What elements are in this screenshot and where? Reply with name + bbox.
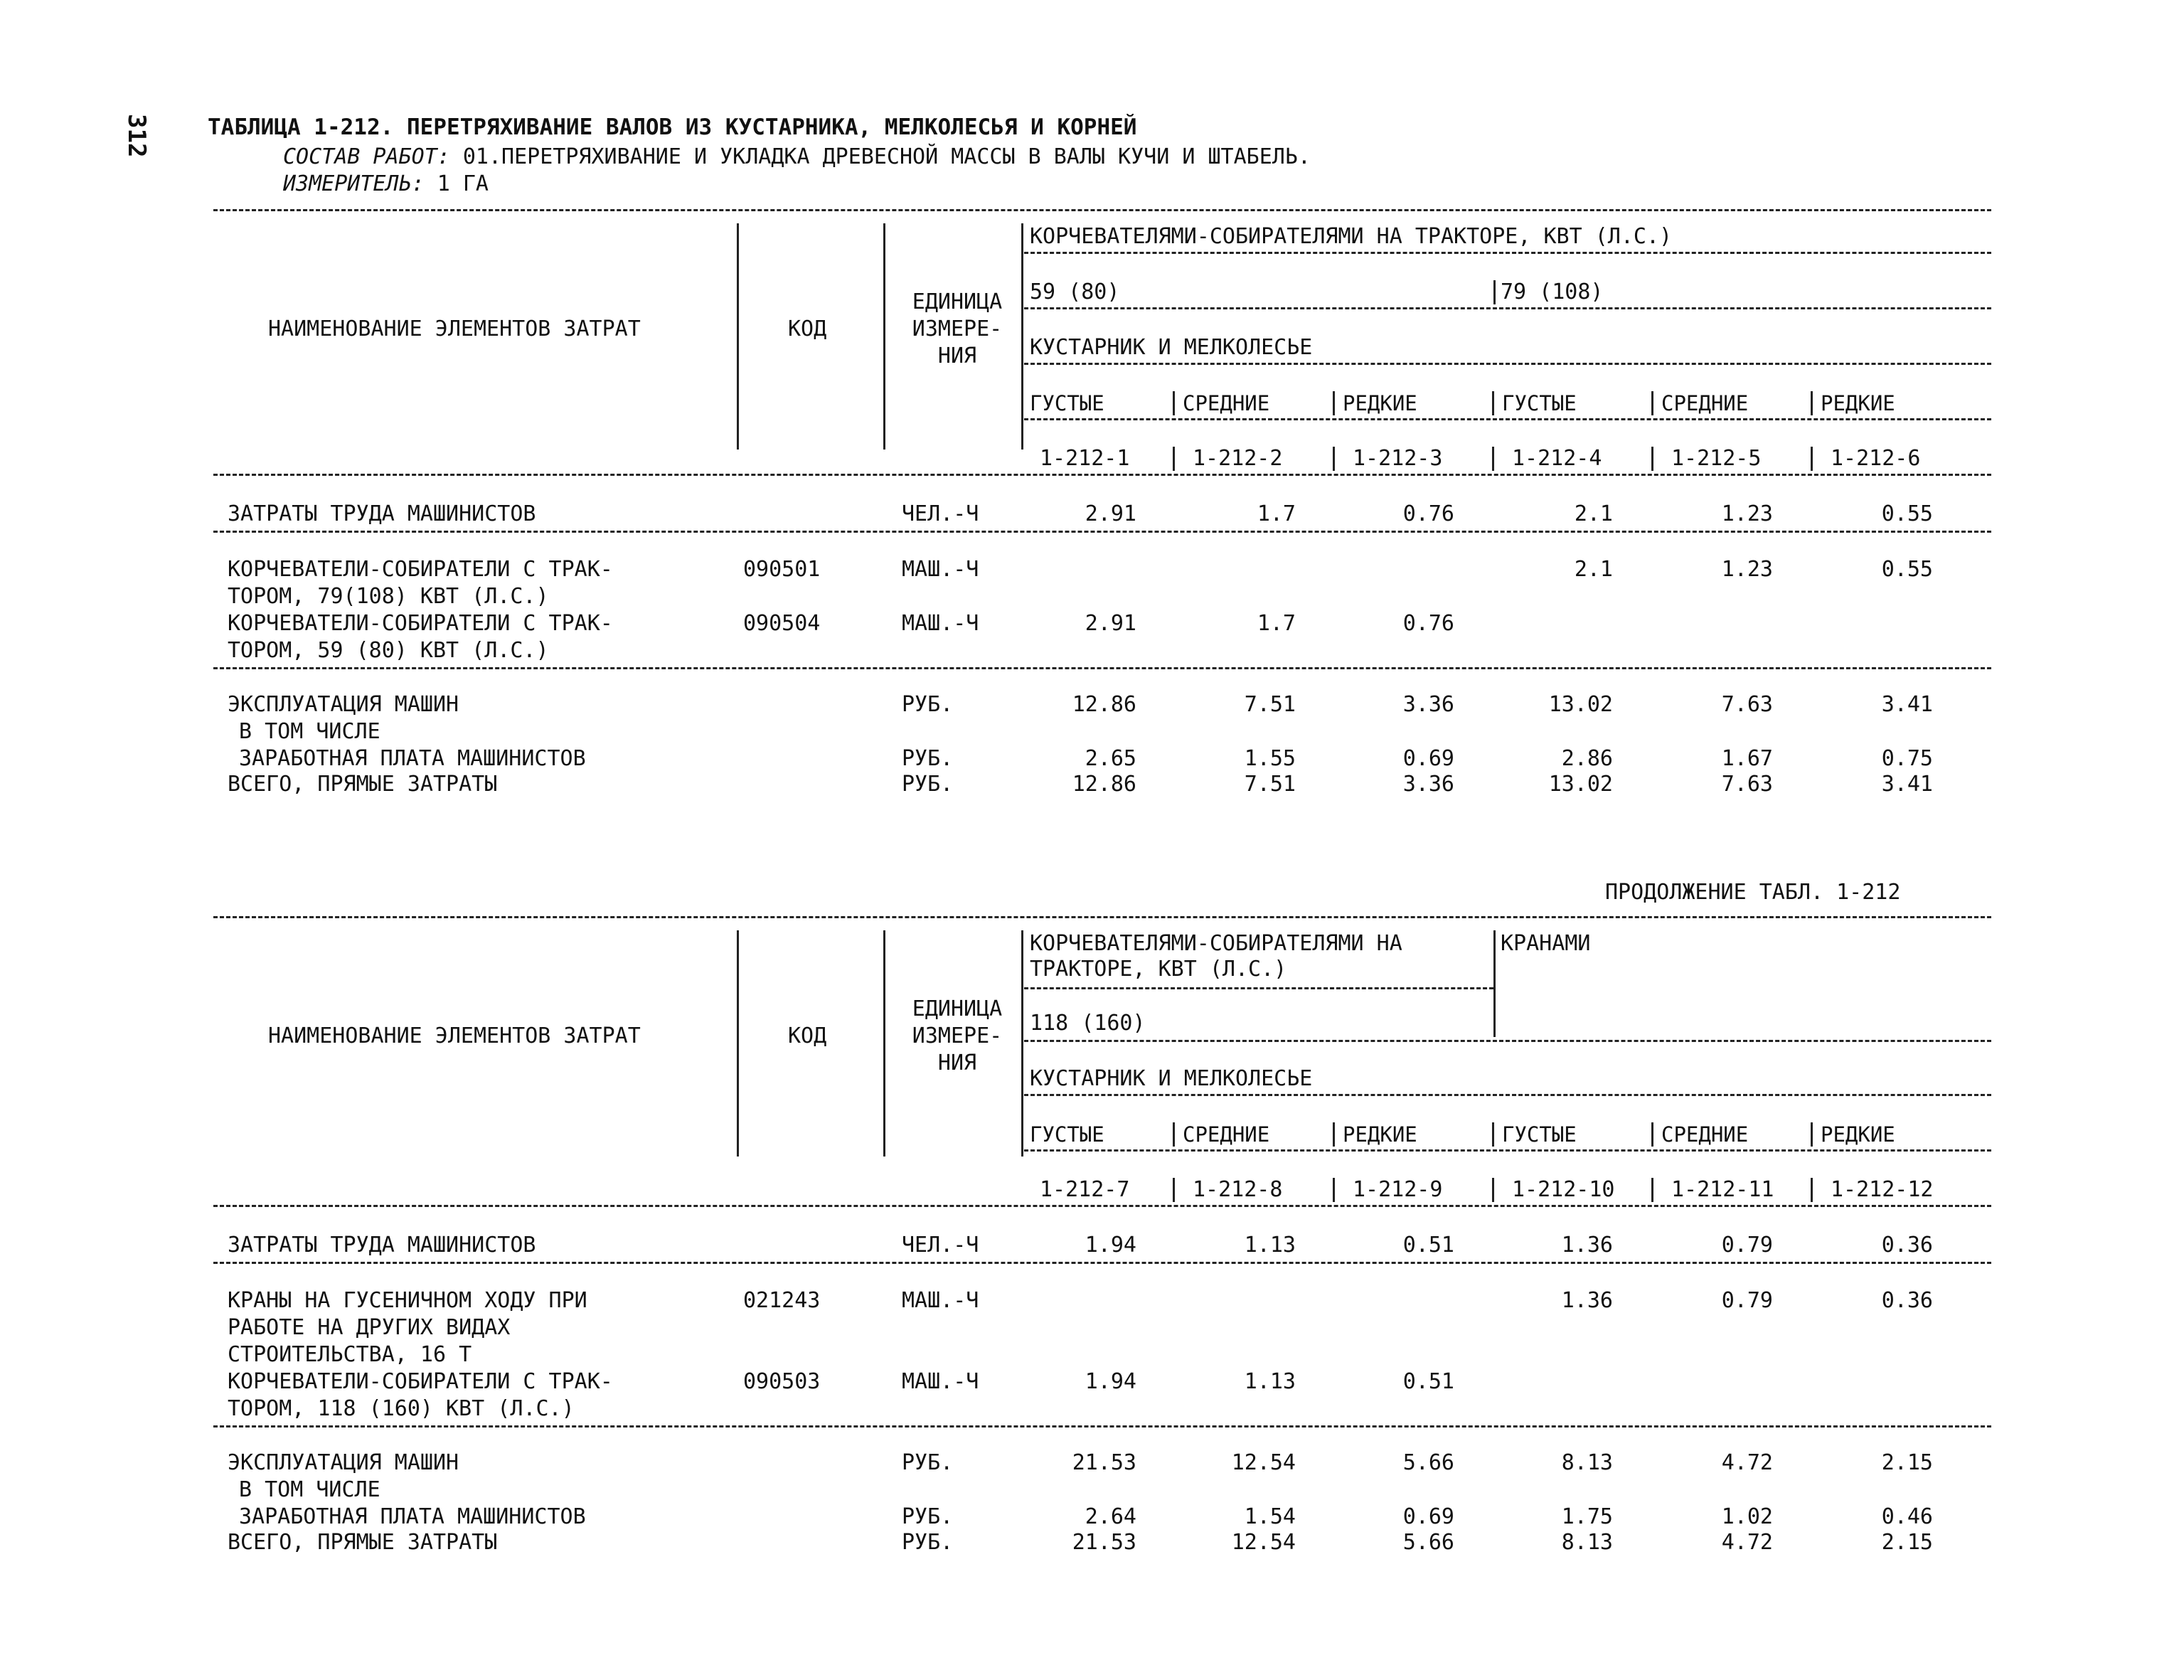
value-cell: 2.91 [1085,501,1136,526]
value-cell: 8.13 [1561,1530,1613,1555]
value-cell: 0.36 [1881,1233,1933,1258]
column-code: 1-212-12 [1831,1177,1934,1202]
row-unit: РУБ. [902,1450,954,1475]
density-header: ГУСТЫЕ [1502,1122,1577,1147]
value-cell: 0.46 [1881,1504,1933,1529]
column-code: 1-212-2 [1193,446,1283,471]
value-cell: 2.1 [1574,557,1613,582]
value-cell: 1.36 [1561,1288,1613,1313]
row-label: ТОРОМ, 118 (160) КВТ (Л.С.) [228,1396,575,1421]
value-cell: 3.36 [1402,692,1454,717]
row-code: 090501 [743,557,821,582]
value-cell: 12.54 [1231,1450,1296,1475]
table-title: ТАБЛИЦА 1-212. ПЕРЕТРЯХИВАНИЕ ВАЛОВ ИЗ КУСТАРНИКА, МЕЛКОЛЕСЬЯ И КОРНЕЙ [208,115,1137,140]
row-label: КРАНЫ НА ГУСЕНИЧНОМ ХОДУ ПРИ [228,1288,587,1313]
column-separator [1811,391,1813,415]
value-cell: 12.86 [1072,772,1136,797]
value-cell: 7.51 [1244,772,1296,797]
row-label: СТРОИТЕЛЬСТВА, 16 Т [228,1342,472,1367]
row-unit: РУБ. [902,1530,954,1555]
value-cell: 5.66 [1402,1530,1454,1555]
density-header: ГУСТЫЕ [1030,1122,1104,1147]
row-label: В ТОМ ЧИСЛЕ [239,719,380,744]
density-header: РЕДКИЕ [1343,391,1417,415]
header-code: КОД [788,317,827,341]
header-name: НАИМЕНОВАНИЕ ЭЛЕМЕНТОВ ЗАТРАТ [268,1024,641,1048]
measure-text: 1 ГА [424,171,489,196]
value-cell: 7.63 [1721,772,1773,797]
column-separator [1651,447,1653,471]
value-cell: 12.86 [1072,692,1136,717]
header-unit: ЕДИНИЦА [912,996,1003,1021]
header-code: КОД [788,1024,827,1048]
density-header: РЕДКИЕ [1821,391,1895,415]
density-header: СРЕДНИЕ [1183,1122,1270,1147]
row-unit: ЧЕЛ.-Ч [902,1233,979,1258]
shrub-header: КУСТАРНИК И МЕЛКОЛЕСЬЕ [1030,335,1313,360]
value-cell: 1.13 [1244,1233,1296,1258]
density-header: РЕДКИЕ [1343,1122,1417,1147]
column-separator [1493,280,1496,304]
value-cell: 2.65 [1085,746,1136,771]
value-cell: 7.51 [1244,692,1296,717]
value-cell: 0.76 [1402,611,1454,636]
column-separator [883,930,885,1157]
row-divider [213,531,1991,533]
column-code: 1-212-8 [1193,1177,1283,1202]
column-separator [1492,1122,1494,1147]
column-separator [1651,391,1653,415]
value-cell: 13.02 [1548,772,1613,797]
composition-line [283,144,1311,171]
value-cell: 0.69 [1402,1504,1454,1529]
column-separator [1333,447,1335,471]
density-header: ГУСТЫЕ [1030,391,1104,415]
header-name: НАИМЕНОВАНИЕ ЭЛЕМЕНТОВ ЗАТРАТ [268,317,641,341]
row-label: В ТОМ ЧИСЛЕ [239,1477,380,1502]
header-divider [1024,418,1991,420]
composition-label: СОСТАВ РАБОТ: [283,144,450,169]
header-bottom-line [213,474,1991,476]
row-label: РАБОТЕ НА ДРУГИХ ВИДАХ [228,1315,511,1340]
column-separator [737,930,739,1157]
header-divider [1024,252,1991,254]
row-unit: РУБ. [902,1504,954,1529]
value-cell: 4.72 [1721,1530,1773,1555]
header-divider [1024,1094,1991,1096]
column-code: 1-212-10 [1512,1177,1615,1202]
group-header: ТРАКТОРЕ, КВТ (Л.С.) [1030,957,1287,982]
row-unit: МАШ.-Ч [902,1369,979,1394]
header-bottom-line [213,1205,1991,1207]
column-code: 1-212-9 [1353,1177,1443,1202]
header-unit: ИЗМЕРЕ- [912,317,1003,341]
column-separator [1651,1178,1653,1202]
column-separator [737,223,739,450]
value-cell: 1.13 [1244,1369,1296,1394]
shrub-header: КУСТАРНИК И МЕЛКОЛЕСЬЕ [1030,1066,1313,1091]
value-cell: 8.13 [1561,1450,1613,1475]
value-cell: 2.86 [1561,746,1613,771]
value-cell: 1.55 [1244,746,1296,771]
density-header: СРЕДНИЕ [1661,391,1749,415]
value-cell: 21.53 [1072,1530,1136,1555]
value-cell: 2.15 [1881,1530,1933,1555]
value-cell: 2.64 [1085,1504,1136,1529]
value-cell: 7.63 [1721,692,1773,717]
continuation-note: ПРОДОЛЖЕНИЕ ТАБЛ. 1-212 [1605,880,1901,905]
row-unit: РУБ. [902,746,954,771]
column-separator [1173,1178,1175,1202]
column-separator [1811,1122,1813,1147]
row-label: ВСЕГО, ПРЯМЫЕ ЗАТРАТЫ [228,772,498,797]
column-code: 1-212-11 [1671,1177,1774,1202]
header-divider [1024,987,1493,989]
value-cell: 1.94 [1085,1233,1136,1258]
value-cell: 12.54 [1231,1530,1296,1555]
group-header: КОРЧЕВАТЕЛЯМИ-СОБИРАТЕЛЯМИ НА [1030,931,1402,956]
row-unit: ЧЕЛ.-Ч [902,501,979,526]
row-unit: МАШ.-Ч [902,557,979,582]
power-header: 79 (108) [1501,280,1604,304]
row-divider [213,1262,1991,1264]
column-code: 1-212-1 [1040,446,1130,471]
power-header: 118 (160) [1030,1011,1146,1036]
value-cell: 5.66 [1402,1450,1454,1475]
value-cell: 1.23 [1721,501,1773,526]
row-label: КОРЧЕВАТЕЛИ-СОБИРАТЕЛИ С ТРАК- [228,1369,613,1394]
value-cell: 13.02 [1548,692,1613,717]
cranes-header: КРАНАМИ [1501,931,1591,956]
column-separator [1811,447,1813,471]
row-label: ТОРОМ, 59 (80) КВТ (Л.С.) [228,638,549,663]
header-divider [1024,1149,1991,1152]
row-divider [213,1425,1991,1428]
row-label: КОРЧЕВАТЕЛИ-СОБИРАТЕЛИ С ТРАК- [228,611,613,636]
column-code: 1-212-5 [1671,446,1762,471]
measure-line [283,171,489,198]
row-unit: МАШ.-Ч [902,611,979,636]
row-label: ЗАТРАТЫ ТРУДА МАШИНИСТОВ [228,501,536,526]
value-cell: 1.54 [1244,1504,1296,1529]
column-separator [1651,1122,1653,1147]
row-label: ЗАРАБОТНАЯ ПЛАТА МАШИНИСТОВ [239,746,586,771]
header-divider [1024,363,1991,365]
value-cell: 1.02 [1721,1504,1773,1529]
value-cell: 1.7 [1257,501,1296,526]
value-cell: 1.23 [1721,557,1773,582]
power-header: 59 (80) [1030,280,1120,304]
column-separator [1492,447,1494,471]
column-separator [1811,1178,1813,1202]
value-cell: 3.41 [1881,692,1933,717]
composition-text: 01.ПЕРЕТРЯХИВАНИЕ И УКЛАДКА ДРЕВЕСНОЙ МАССЫ В ВАЛЫ КУЧИ И ШТАБЕЛЬ. [449,144,1311,169]
row-unit: МАШ.-Ч [902,1288,979,1313]
measure-label: ИЗМЕРИТЕЛЬ: [283,171,425,196]
header-unit: ИЗМЕРЕ- [912,1024,1003,1048]
page-number: 312 [122,114,151,158]
header-unit: ЕДИНИЦА [912,289,1003,314]
value-cell: 0.79 [1721,1233,1773,1258]
row-code: 090504 [743,611,821,636]
column-code: 1-212-7 [1040,1177,1130,1202]
value-cell: 0.36 [1881,1288,1933,1313]
header-unit: НИЯ [937,1051,977,1075]
row-label: КОРЧЕВАТЕЛИ-СОБИРАТЕЛИ С ТРАК- [228,557,613,582]
column-separator [1333,1178,1335,1202]
value-cell: 4.72 [1721,1450,1773,1475]
header-unit: НИЯ [937,344,977,368]
value-cell: 0.51 [1402,1369,1454,1394]
row-code: 090503 [743,1369,821,1394]
value-cell: 1.7 [1257,611,1296,636]
value-cell: 0.51 [1402,1233,1454,1258]
row-label: ЗАТРАТЫ ТРУДА МАШИНИСТОВ [228,1233,536,1258]
value-cell: 1.67 [1721,746,1773,771]
value-cell: 0.75 [1881,746,1933,771]
column-separator [1173,1122,1175,1147]
value-cell: 3.41 [1881,772,1933,797]
column-code: 1-212-6 [1831,446,1921,471]
column-separator [1021,930,1023,1157]
row-divider [213,667,1991,669]
column-separator [1021,223,1023,450]
value-cell: 1.36 [1561,1233,1613,1258]
value-cell: 0.55 [1881,501,1933,526]
column-separator [883,223,885,450]
header-divider [1024,1040,1991,1042]
column-separator [1333,391,1335,415]
density-header: ГУСТЫЕ [1502,391,1577,415]
value-cell: 2.1 [1574,501,1613,526]
row-unit: РУБ. [902,772,954,797]
density-header: РЕДКИЕ [1821,1122,1895,1147]
column-separator [1173,447,1175,471]
table-border-top [213,209,1991,211]
value-cell: 3.36 [1402,772,1454,797]
column-separator [1333,1122,1335,1147]
value-cell: 1.75 [1561,1504,1613,1529]
column-code: 1-212-4 [1512,446,1602,471]
group-header: КОРЧЕВАТЕЛЯМИ-СОБИРАТЕЛЯМИ НА ТРАКТОРЕ, КВТ (Л.С.) [1030,224,1673,249]
column-code: 1-212-3 [1353,446,1443,471]
density-header: СРЕДНИЕ [1661,1122,1749,1147]
value-cell: 0.79 [1721,1288,1773,1313]
row-label: ЗАРАБОТНАЯ ПЛАТА МАШИНИСТОВ [239,1504,586,1529]
density-header: СРЕДНИЕ [1183,391,1270,415]
column-separator [1492,1178,1494,1202]
row-label: ТОРОМ, 79(108) КВТ (Л.С.) [228,584,549,609]
value-cell: 2.91 [1085,611,1136,636]
column-separator [1173,391,1175,415]
value-cell: 0.76 [1402,501,1454,526]
value-cell: 2.15 [1881,1450,1933,1475]
value-cell: 1.94 [1085,1369,1136,1394]
column-separator [1492,391,1494,415]
header-divider [1024,307,1991,309]
row-unit: РУБ. [902,692,954,717]
row-label: ВСЕГО, ПРЯМЫЕ ЗАТРАТЫ [228,1530,498,1555]
table-border-top [213,916,1991,918]
column-separator [1493,930,1496,1037]
row-code: 021243 [743,1288,821,1313]
value-cell: 0.55 [1881,557,1933,582]
value-cell: 0.69 [1402,746,1454,771]
value-cell: 21.53 [1072,1450,1136,1475]
row-label: ЭКСПЛУАТАЦИЯ МАШИН [228,1450,459,1475]
row-label: ЭКСПЛУАТАЦИЯ МАШИН [228,692,459,717]
